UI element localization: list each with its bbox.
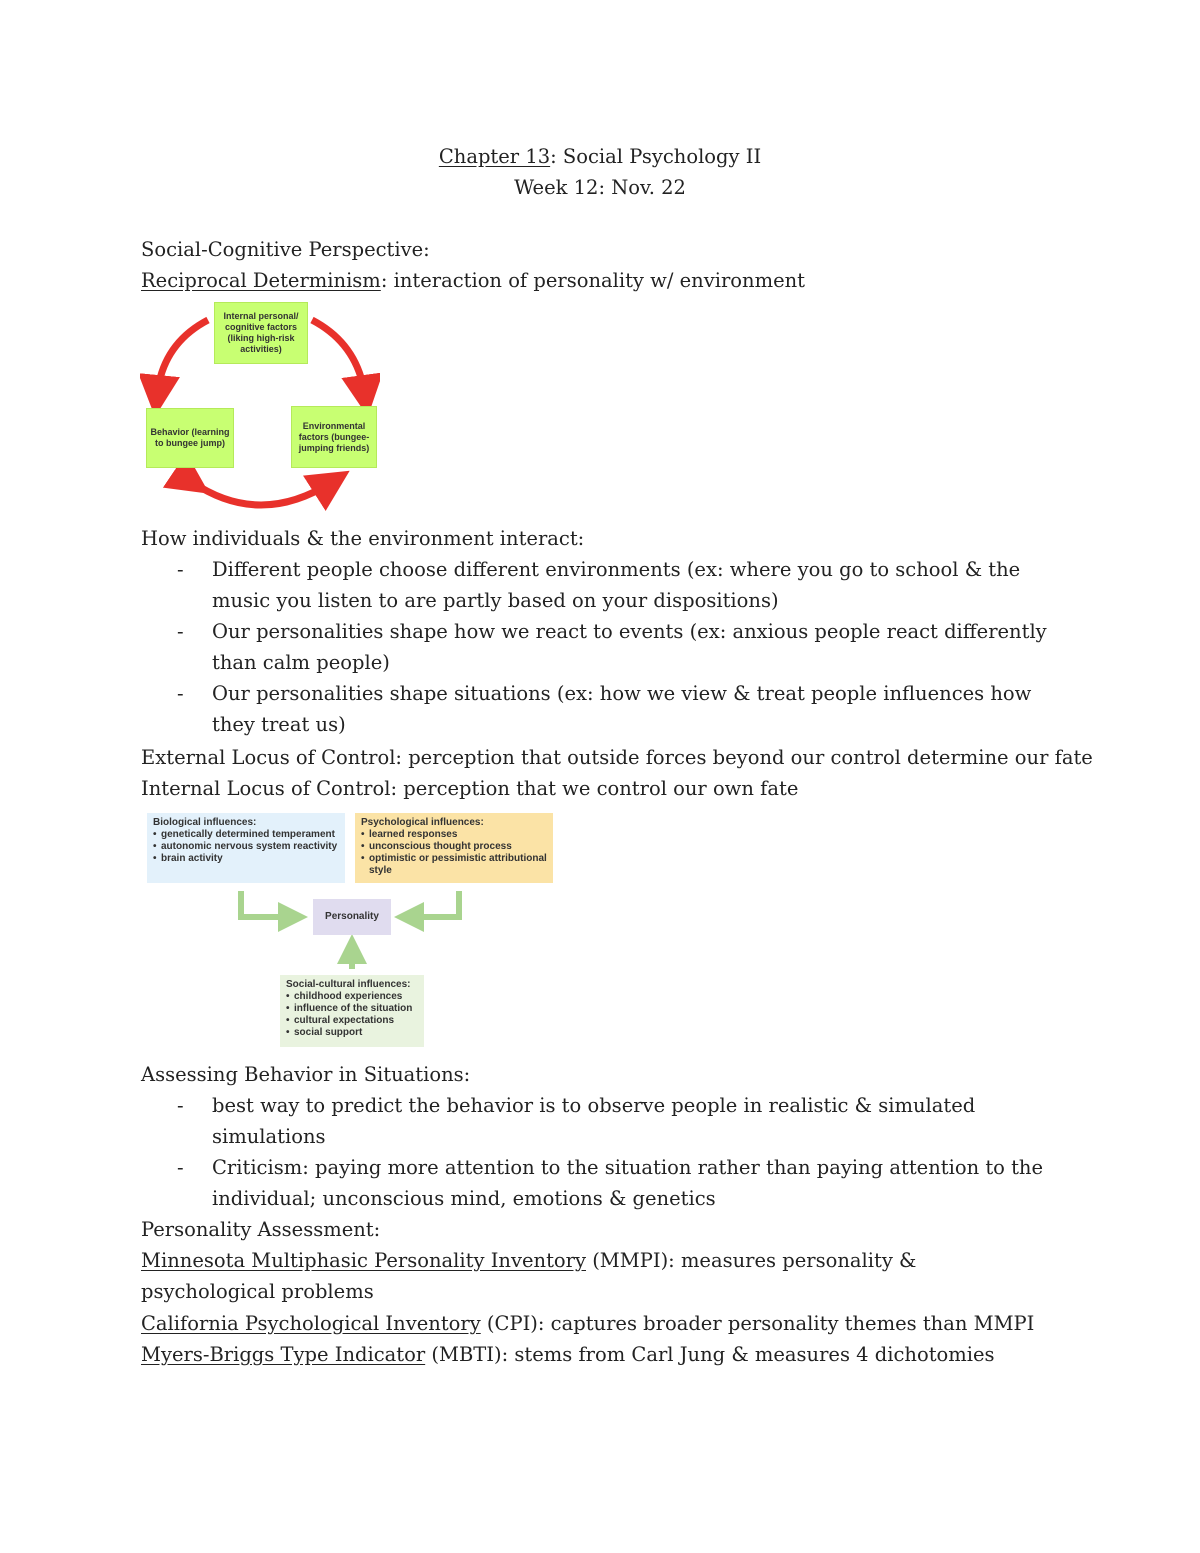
reciprocal-determinism-term: Reciprocal Determinism: [141, 269, 381, 292]
week-line: Week 12: Nov. 22: [514, 176, 686, 199]
assessing-heading: Assessing Behavior in Situations:: [141, 1063, 471, 1086]
social-cultural-influences-box: [280, 975, 424, 1047]
chapter-link: Chapter 13: [438, 145, 551, 168]
internal-factors-box: Internal personal/ cognitive factors (liking high-risk activities): [214, 302, 308, 364]
list-item: - Different people choose different environments (ex: where you go to school & the music you listen to are partly based on your dispositions): [141, 554, 1061, 616]
assessing-list: [141, 1090, 1061, 1214]
arrow-bottom: [192, 482, 332, 505]
interaction-heading: How individuals & the environment interact:: [141, 527, 585, 550]
reciprocal-determinism-diagram: [140, 296, 380, 518]
list-item: • unconscious thought process: [361, 841, 547, 853]
mmpi-line: [141, 1245, 1041, 1307]
list-item: • optimistic or pessimistic attributional style: [361, 853, 547, 877]
list-item: • brain activity: [153, 853, 339, 865]
reciprocal-determinism-def: : interaction of personality w/ environment: [380, 269, 806, 292]
mmpi-def: (MMPI): measures personality & psychological problems: [141, 1249, 917, 1303]
mbti-def: (MBTI): stems from Carl Jung & measures 4 dichotomies: [425, 1343, 995, 1366]
personality-box: Personality: [313, 899, 391, 935]
behavior-box: Behavior (learning to bungee jump): [146, 408, 234, 468]
list-item: • cultural expectations: [286, 1015, 418, 1027]
biological-influences-box: [147, 813, 345, 883]
list-item: • social support: [286, 1027, 418, 1039]
cpi-line: [141, 1308, 1034, 1339]
list-item: - best way to predict the behavior is to observe people in realistic & simulated simulations: [141, 1090, 1061, 1152]
external-locus-line: External Locus of Control: perception that outside forces beyond our control determine our fate: [141, 746, 1093, 769]
mmpi-term: Minnesota Multiphasic Personality Inventory: [141, 1249, 586, 1272]
cpi-def: (CPI): captures broader personality themes than MMPI: [480, 1312, 1035, 1335]
personality-assessment-heading: Personality Assessment:: [141, 1218, 381, 1241]
arrow-biological: [241, 891, 293, 917]
interaction-list: [141, 554, 1061, 740]
list-item: • autonomic nervous system reactivity: [153, 841, 339, 853]
arrow-top-to-left: [157, 320, 208, 396]
mbti-line: [141, 1339, 995, 1370]
biological-title: Biological influences:: [153, 817, 257, 828]
reciprocal-determinism-line: [141, 265, 805, 296]
list-item: - Criticism: paying more attention to the situation rather than paying attention to the individual; unconscious mind, emotions & genetics: [141, 1152, 1061, 1214]
list-item: - Our personalities shape how we react to events (ex: anxious people react differently than calm people): [141, 616, 1061, 678]
environmental-factors-box: Environmental factors (bungee-jumping friends): [291, 406, 377, 468]
list-item: - Our personalities shape situations (ex: how we view & treat people influences how they treat us): [141, 678, 1061, 740]
chapter-title: [0, 141, 1200, 172]
social-title: Social-cultural influences:: [286, 979, 411, 990]
personality-influences-diagram: [143, 809, 557, 1052]
list-item: • influence of the situation: [286, 1003, 418, 1015]
chapter-title-rest: : Social Psychology II: [550, 145, 762, 168]
psychological-influences-box: [355, 813, 553, 883]
arrow-top-to-right: [312, 320, 365, 396]
internal-locus-line: Internal Locus of Control: perception that we control our own fate: [141, 777, 799, 800]
arrow-psychological: [409, 891, 459, 917]
list-item: • childhood experiences: [286, 991, 418, 1003]
social-cognitive-heading: Social-Cognitive Perspective:: [141, 238, 430, 261]
mbti-term: Myers-Briggs Type Indicator: [141, 1343, 426, 1366]
list-item: • genetically determined temperament: [153, 829, 339, 841]
psychological-title: Psychological influences:: [361, 817, 484, 828]
list-item: • learned responses: [361, 829, 547, 841]
cpi-term: California Psychological Inventory: [141, 1312, 481, 1335]
